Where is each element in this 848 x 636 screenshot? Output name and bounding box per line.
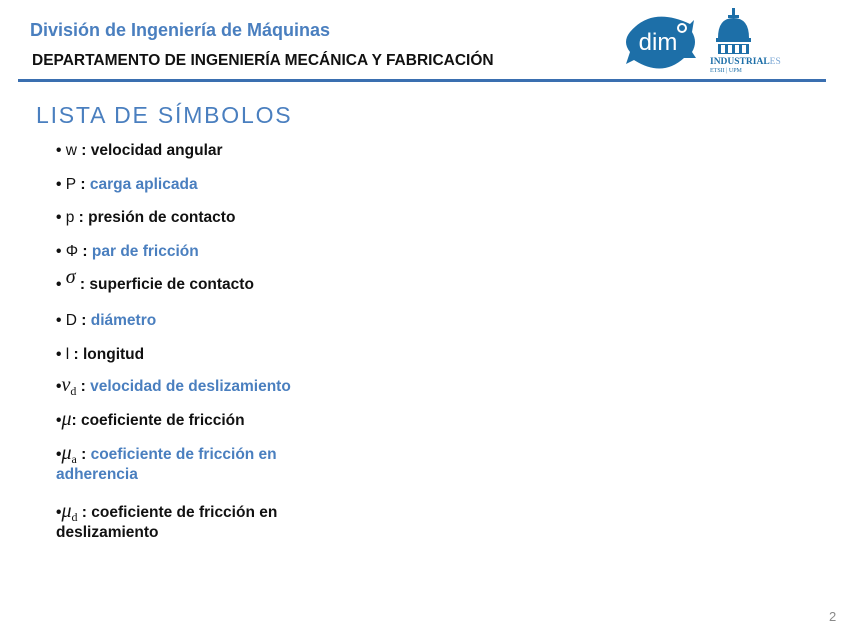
separator: : <box>76 142 91 159</box>
industriales-logo-suffix: ES <box>769 57 781 67</box>
slide-header <box>0 0 848 86</box>
division-name: División de Ingeniería de Máquinas <box>30 20 331 40</box>
bullet: • <box>56 346 62 363</box>
symbol-description: coeficiente de fricción en adherencia <box>56 446 277 483</box>
symbol-description: coeficiente de fricción <box>80 412 245 429</box>
bullet: • <box>56 176 62 193</box>
bullet: • <box>56 276 62 293</box>
separator: : <box>76 312 91 329</box>
bullet: • <box>56 209 62 226</box>
list-item <box>56 266 254 294</box>
separator: : <box>76 176 90 193</box>
symbol-description: longitud <box>82 346 145 363</box>
list-item <box>56 141 223 160</box>
separator: : <box>69 346 83 363</box>
separator: : <box>74 209 89 226</box>
symbol-description: presión de contacto <box>88 209 236 226</box>
list-item <box>56 311 156 330</box>
list-item <box>56 444 356 484</box>
symbol-description: coeficiente de fricción en deslizamiento <box>56 504 278 541</box>
list-item <box>56 242 199 261</box>
symbol-description: velocidad angular <box>90 142 223 159</box>
separator: : <box>78 243 92 260</box>
list-item <box>56 208 235 227</box>
symbol: P <box>65 176 77 193</box>
symbol: μ <box>61 408 72 430</box>
bullet: • <box>56 243 62 260</box>
list-item <box>56 376 291 397</box>
department-name: DEPARTAMENTO DE INGENIERÍA MECÁNICA Y FABRICACIÓN <box>32 52 494 69</box>
dim-logo <box>622 12 698 72</box>
symbol: v <box>61 374 71 396</box>
symbol-description: velocidad de deslizamiento <box>90 378 291 395</box>
svg-text:INDUSTRIALES <box>710 57 781 67</box>
list-item <box>56 345 144 364</box>
subscript: d <box>70 384 77 398</box>
industriales-logo <box>708 8 806 74</box>
list-item <box>56 502 356 542</box>
separator: : <box>76 446 91 463</box>
subscript: a <box>71 452 77 466</box>
list-item <box>56 410 245 430</box>
symbol: μ <box>61 442 72 464</box>
industriales-logo-main: INDUSTRIAL <box>710 57 770 67</box>
symbol-description: par de fricción <box>91 243 199 260</box>
list-item <box>56 175 198 194</box>
separator: : <box>76 378 91 395</box>
symbol-description: carga aplicada <box>89 176 198 193</box>
bullet: • <box>56 412 62 429</box>
subscript: d <box>71 510 78 524</box>
symbol: σ <box>65 266 76 288</box>
separator: : <box>75 276 90 293</box>
symbol-description: superficie de contacto <box>89 276 254 293</box>
symbol: Φ <box>65 243 79 260</box>
symbol: l <box>65 346 70 363</box>
bullet: • <box>56 446 62 463</box>
symbol: D <box>65 312 77 329</box>
symbol: w <box>65 142 77 159</box>
industriales-logo-sub: ETSII | UPM <box>710 68 742 74</box>
separator: : <box>77 504 92 521</box>
dim-logo-text: dim <box>638 29 678 56</box>
bullet: • <box>56 504 62 521</box>
bullet: • <box>56 378 62 395</box>
bullet: • <box>56 142 62 159</box>
slide-title: LISTA DE SÍMBOLOS <box>36 102 293 128</box>
header-rule <box>18 79 826 82</box>
page-number: 2 <box>829 609 837 624</box>
symbol-description: diámetro <box>90 312 157 329</box>
bullet: • <box>56 312 62 329</box>
separator: : <box>71 412 81 429</box>
symbol: μ <box>61 500 72 522</box>
symbol: p <box>65 209 75 226</box>
